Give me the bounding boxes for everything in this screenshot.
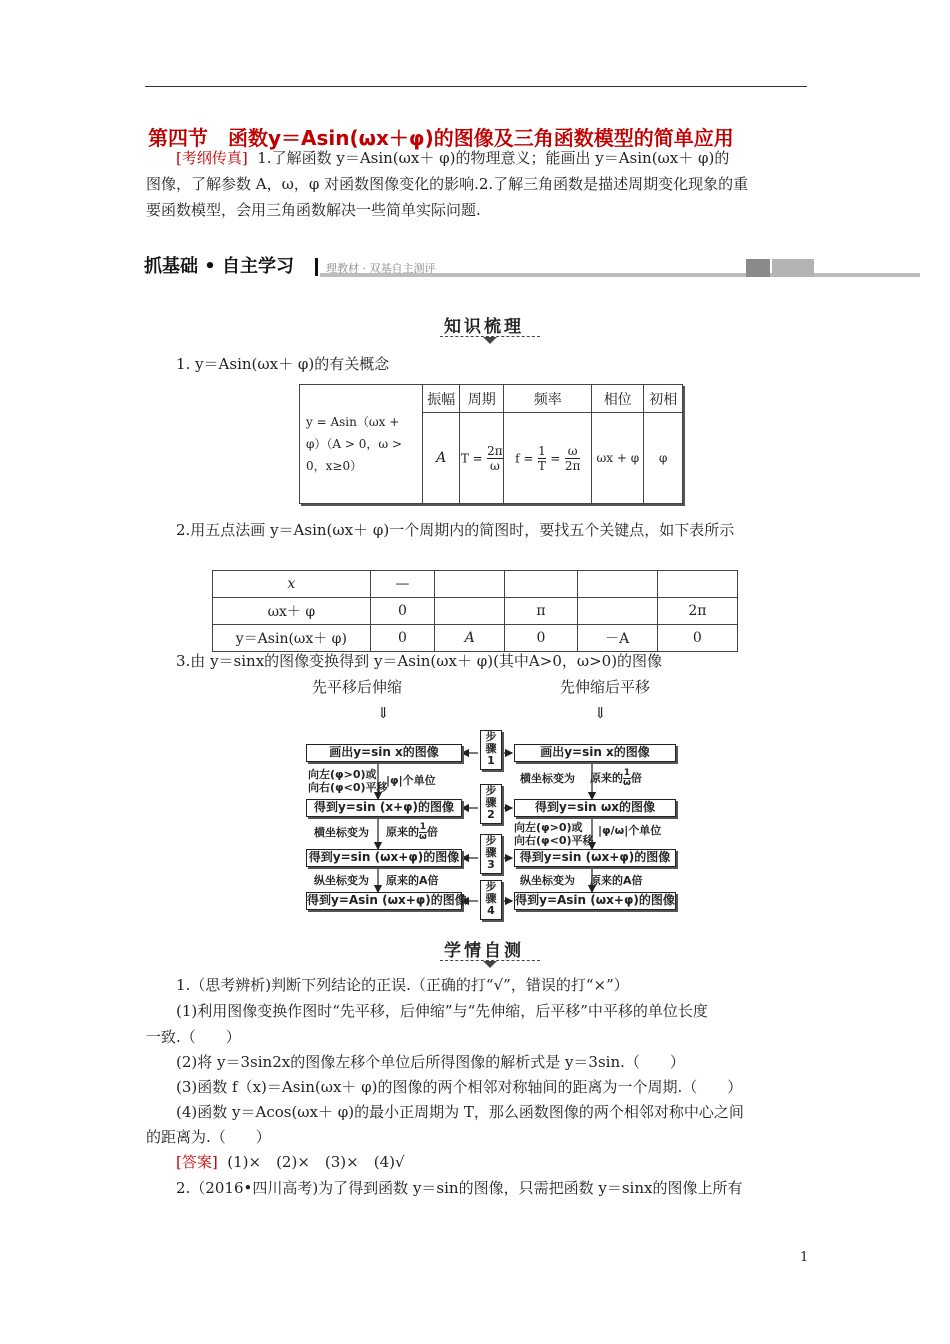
table-cell [505, 571, 577, 598]
right-note-2 [514, 821, 594, 847]
table-cell: －A [577, 625, 657, 652]
left-note-1-units: |φ|个单位 [386, 774, 436, 787]
flow-right-title: 先伸缩后平移 [560, 678, 651, 696]
frac-num: 1 [623, 768, 631, 778]
step-box-2 [480, 784, 502, 824]
frac-den: ω [419, 832, 427, 842]
table-cell: 0 [370, 625, 434, 652]
step-box-4 [480, 880, 502, 920]
freq-den-1: T [537, 458, 546, 473]
cell-phase: ωx + φ [592, 413, 644, 504]
selftest-heading: 学情自测 [444, 941, 524, 961]
concept-row-label [300, 385, 423, 504]
knowledge-item-3: 3.由 y＝sinx的图像变换得到 y＝Asin(ωx＋ φ)(其中A>0，ω>0)的图像 [176, 652, 663, 670]
freq-den-2: 2π [564, 458, 581, 473]
frac-num: 1 [419, 822, 427, 832]
cell-period [460, 413, 504, 504]
header-rule [145, 86, 807, 87]
right-note-3: 纵坐标变为 [520, 874, 575, 887]
knowledge-heading-marker [483, 337, 497, 344]
note-fraction [623, 769, 631, 788]
step-char: 骤 [485, 846, 497, 859]
question-1-1b: 一致.（ ） [146, 1028, 241, 1046]
note-text: 倍 [426, 825, 438, 839]
table-cell: π [505, 598, 577, 625]
row-label-line: φ）（A > 0，ω > [306, 437, 403, 451]
step-box-1 [480, 730, 502, 770]
outline-line-3: 要函数模型，会用三角函数解决一些简单实际问题. [146, 201, 481, 219]
freq-eq: = [550, 451, 561, 465]
banner-block-light [772, 259, 814, 277]
answer-tag: [答案] [176, 1153, 218, 1171]
right-note-3-scale: 原来的A倍 [590, 874, 643, 887]
header-amplitude: 振幅 [423, 385, 460, 413]
table-cell: y＝Asin(ωx＋ φ) [213, 625, 371, 652]
left-note-2: 横坐标变为 [314, 826, 369, 839]
table-cell: A [435, 625, 505, 652]
knowledge-item-1: 1. y＝Asin(ωx＋ φ)的有关概念 [176, 355, 390, 373]
knowledge-heading: 知识梳理 [444, 317, 524, 337]
section-banner [144, 256, 814, 278]
row-label-line: 0，x≥0） [306, 459, 363, 473]
cell-initial-phase: φ [644, 413, 683, 504]
row-label-line: y = Asin（ωx + [306, 415, 400, 429]
table-row [213, 598, 738, 625]
table-cell: ωx＋ φ [213, 598, 371, 625]
banner-block-dark [746, 259, 770, 277]
step-box-3 [480, 834, 502, 874]
outline-line-1 [176, 148, 729, 168]
answer-line [176, 1152, 405, 1172]
right-box-2: 得到y=sin ωx的图像 [514, 799, 676, 817]
outline-tag: [考纲传真] [176, 149, 248, 167]
step-char: 步 [485, 880, 497, 893]
flow-left-title: 先平移后伸缩 [312, 678, 403, 696]
page-number: 1 [800, 1250, 809, 1265]
outline-line-2: 图像，了解参数 A，ω，φ 对函数图像变化的影响.2.了解三角函数是描述周期变化现象的重 [146, 175, 749, 193]
left-box-4: 得到y=Asin (ωx+φ)的图像 [306, 892, 462, 910]
step-char: 骤 [485, 796, 497, 809]
banner-label: 抓基础 • 自主学习 [144, 256, 295, 277]
period-num: 2π [487, 443, 503, 458]
step-number: 4 [487, 904, 495, 917]
table-row [213, 571, 738, 598]
down-arrow-left: ⇓ [377, 704, 390, 722]
period-den: ω [490, 458, 500, 473]
freq-num-1: 1 [538, 443, 546, 458]
knowledge-item-2: 2.用五点法画 y＝Asin(ωx＋ φ)一个周期内的简图时，要找五个关键点，如下表所示 [176, 521, 735, 539]
period-lhs: T = [460, 451, 483, 465]
table-cell [435, 598, 505, 625]
right-box-4: 得到y=Asin (ωx+φ)的图像 [514, 892, 676, 910]
question-2: 2.（2016•四川高考)为了得到函数 y＝sin的图像，只需把函数 y＝sinx的图像上所有 [176, 1179, 743, 1197]
table-cell [577, 598, 657, 625]
banner-subtitle: 理教材 · 双基自主测评 [326, 262, 436, 275]
table-row [213, 625, 738, 652]
note-line: 向左(φ>0)或 [308, 768, 377, 781]
freq-fraction-2 [565, 444, 581, 473]
five-point-table [212, 570, 738, 652]
question-1-2: (2)将 y＝3sin2x的图像左移个单位后所得图像的解析式是 y＝3sin.（ ） [176, 1053, 685, 1071]
table-cell: 2π [657, 598, 737, 625]
step-char: 骤 [485, 892, 497, 905]
step-number: 2 [487, 808, 495, 821]
frac-den: ω [623, 778, 631, 788]
right-box-3: 得到y=sin (ωx+φ)的图像 [514, 849, 676, 867]
period-fraction [487, 444, 503, 473]
step-char: 步 [485, 730, 497, 743]
note-fraction [419, 823, 427, 842]
table-cell [657, 571, 737, 598]
note-line: 向右(φ<0)平移 [514, 834, 594, 847]
note-text: 原来的 [386, 825, 419, 839]
note-line: 向右(φ<0)平移 [308, 781, 388, 794]
header-phase: 相位 [592, 385, 644, 413]
banner-separator [315, 258, 318, 276]
section-title: 第四节 函数y＝Asin(ωx＋φ)的图像及三角函数模型的简单应用 [148, 126, 734, 150]
table-cell: x [213, 571, 371, 598]
question-1-4a: (4)函数 y＝Acos(ωx＋ φ)的最小正周期为 T，那么函数图像的两个相邻对称中心之间 [176, 1103, 744, 1121]
freq-lhs: f = [515, 451, 534, 465]
question-1-4b: 的距离为.（ ） [146, 1128, 271, 1146]
left-note-2-scale [386, 823, 438, 842]
concept-table [299, 384, 683, 504]
cell-frequency [504, 413, 592, 504]
table-cell [435, 571, 505, 598]
table-cell: 0 [370, 598, 434, 625]
freq-num-2: ω [565, 444, 581, 459]
left-box-2: 得到y=sin (x+φ)的图像 [306, 799, 462, 817]
left-box-3: 得到y=sin (ωx+φ)的图像 [306, 849, 462, 867]
right-note-1: 横坐标变为 [520, 772, 575, 785]
note-text: 原来的 [590, 771, 623, 785]
left-note-3-scale: 原来的A倍 [386, 874, 439, 887]
freq-fraction-1 [538, 444, 546, 473]
question-1-1a: (1)利用图像变换作图时“先平移，后伸缩”与“先伸缩，后平移”中平移的单位长度 [176, 1002, 708, 1020]
cell-amplitude: A [423, 413, 460, 504]
step-number: 3 [487, 858, 495, 871]
outline-text-1: 1.了解函数 y＝Asin(ωx＋ φ)的物理意义；能画出 y＝Asin(ωx＋ φ)的 [257, 149, 730, 167]
right-box-1: 画出y=sin x的图像 [514, 744, 676, 762]
step-number: 1 [487, 754, 495, 767]
table-cell: 0 [657, 625, 737, 652]
right-note-2-units: |φ/ω|个单位 [598, 824, 662, 837]
left-box-1: 画出y=sin x的图像 [306, 744, 462, 762]
table-cell: 0 [505, 625, 577, 652]
step-char: 步 [485, 834, 497, 847]
step-char: 骤 [485, 742, 497, 755]
right-note-1-scale [590, 769, 642, 788]
step-char: 步 [485, 784, 497, 797]
note-line: 向左(φ>0)或 [514, 821, 583, 834]
answer-text: (1)× (2)× (3)× (4)√ [227, 1153, 405, 1171]
header-period: 周期 [460, 385, 504, 413]
left-note-1 [308, 768, 388, 794]
question-1-3: (3)函数 f（x)＝Asin(ωx＋ φ)的图像的两个相邻对称轴间的距离为一个周期.（ ） [176, 1078, 743, 1096]
question-1: 1.（思考辨析)判断下列结论的正误.（正确的打“√”，错误的打“×”） [176, 976, 629, 994]
left-note-3: 纵坐标变为 [314, 874, 369, 887]
header-frequency: 频率 [504, 385, 592, 413]
table-cell: — [370, 571, 434, 598]
note-text: 倍 [630, 771, 642, 785]
header-initial-phase: 初相 [644, 385, 683, 413]
selftest-heading-marker [483, 961, 497, 968]
down-arrow-right: ⇓ [594, 704, 607, 722]
table-cell [577, 571, 657, 598]
